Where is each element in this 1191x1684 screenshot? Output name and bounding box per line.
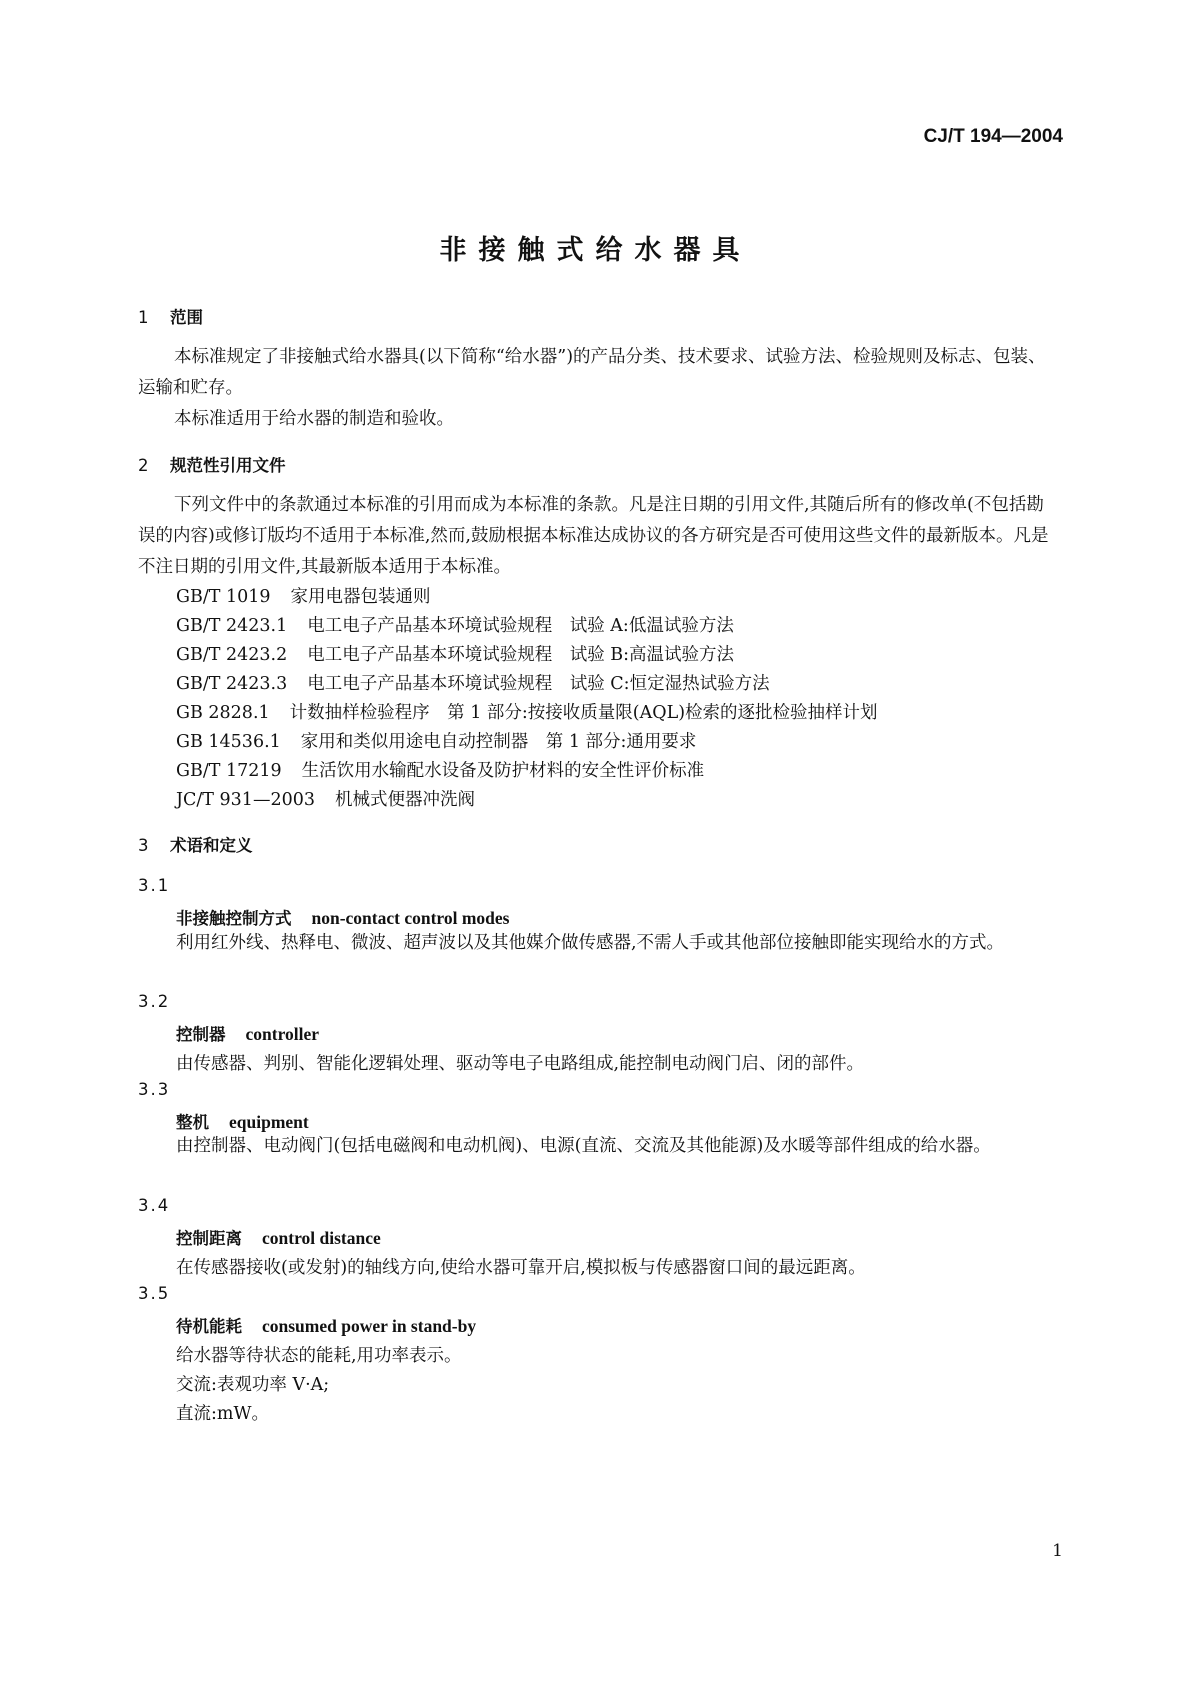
term-chinese: 非接触控制方式 [176, 909, 292, 928]
term-number: 3.3 [138, 1080, 171, 1099]
reference-title: 家用电器包装通则 [290, 587, 431, 607]
term-number: 3.4 [138, 1196, 171, 1215]
section-3-heading [138, 832, 253, 856]
reference-title: 电工电子产品基本环境试验规程 试验 B:高温试验方法 [307, 645, 735, 665]
term-heading [176, 1313, 476, 1337]
normative-reference [176, 699, 878, 724]
reference-title: 生活饮用水输配水设备及防护材料的安全性评价标准 [301, 761, 705, 781]
normative-reference [176, 612, 734, 637]
reference-title: 计数抽样检验程序 第 1 部分:按接收质量限(AQL)检索的逐批检验抽样计划 [289, 703, 878, 723]
term-english: consumed power in stand-by [262, 1316, 477, 1336]
reference-code: GB 14536.1 [176, 732, 281, 752]
section-2-heading [138, 452, 286, 476]
term-heading [176, 905, 510, 929]
normative-reference [176, 670, 770, 695]
term-heading [176, 1021, 319, 1045]
term-heading [176, 1225, 381, 1249]
reference-code: GB/T 2423.2 [176, 645, 288, 665]
reference-title: 电工电子产品基本环境试验规程 试验 A:低温试验方法 [307, 616, 734, 636]
section-number: 3 [138, 836, 149, 855]
term-definition: 给水器等待状态的能耗,用功率表示。 [176, 1346, 462, 1366]
term-definition: 由传感器、判别、智能化逻辑处理、驱动等电子电路组成,能控制电动阀门启、闭的部件。 [176, 1054, 865, 1074]
term-chinese: 待机能耗 [176, 1317, 242, 1336]
section-1-heading [138, 304, 203, 328]
term-english: equipment [229, 1112, 309, 1132]
reference-code: GB/T 17219 [176, 761, 282, 781]
reference-code: GB/T 2423.1 [176, 616, 288, 636]
term-number: 3.5 [138, 1284, 171, 1303]
section-1-paragraph: 本标准适用于给水器的制造和验收。 [174, 409, 454, 429]
standard-code: CJ/T 194—2004 [923, 126, 1063, 147]
term-definition: 在传感器接收(或发射)的轴线方向,使给水器可靠开启,模拟板与传感器窗口间的最远距离。 [176, 1258, 866, 1278]
normative-reference [176, 728, 696, 753]
term-definition: 利用红外线、热释电、微波、超声波以及其他媒介做传感器,不需人手或其他部位接触即能实现给水的方式。 [176, 933, 1005, 953]
page-number: 1 [1052, 1541, 1063, 1561]
section-number: 1 [138, 308, 149, 327]
term-chinese: 整机 [176, 1113, 209, 1132]
term-chinese: 控制器 [176, 1025, 226, 1044]
term-chinese: 控制距离 [176, 1229, 242, 1248]
term-english: non-contact control modes [311, 908, 510, 928]
reference-code: GB/T 2423.3 [176, 674, 288, 694]
term-definition: 由控制器、电动阀门(包括电磁阀和电动机阀)、电源(直流、交流及其他能源)及水暖等部件组成的给水器。 [176, 1136, 991, 1156]
normative-reference [176, 786, 475, 811]
term-number: 3.1 [138, 876, 171, 895]
normative-reference [176, 641, 734, 666]
reference-code: JC/T 931—2003 [176, 790, 315, 810]
term-english: control distance [262, 1228, 381, 1248]
reference-code: GB/T 1019 [176, 587, 271, 607]
term-english: controller [245, 1024, 320, 1044]
reference-code: GB 2828.1 [176, 703, 270, 723]
section-1-paragraph: 本标准规定了非接触式给水器具(以下简称“给水器”)的产品分类、技术要求、试验方法、检验规则及标志、包装、运输和贮存。 [138, 347, 1046, 398]
section-title: 范围 [170, 308, 203, 327]
section-title: 规范性引用文件 [170, 456, 286, 475]
normative-reference [176, 757, 704, 782]
term-heading [176, 1109, 309, 1133]
document-title: 非接触式给水器具 [439, 235, 752, 266]
section-number: 2 [138, 456, 149, 475]
reference-title: 机械式便器冲洗阀 [334, 790, 475, 810]
term-number: 3.2 [138, 992, 171, 1011]
term-definition-line: 交流:表观功率 V·A; [176, 1375, 330, 1395]
normative-reference [176, 583, 431, 608]
reference-title: 家用和类似用途电自动控制器 第 1 部分:通用要求 [300, 732, 697, 752]
reference-title: 电工电子产品基本环境试验规程 试验 C:恒定湿热试验方法 [307, 674, 770, 694]
section-title: 术语和定义 [170, 836, 253, 855]
section-2-paragraph: 下列文件中的条款通过本标准的引用而成为本标准的条款。凡是注日期的引用文件,其随后所有的修改单(不包括勘误的内容)或修订版均不适用于本标准,然而,鼓励根据本标准达成协议的各方研究是否可使用这些文件的最新版本。凡是不注日期的引用文件,其最新版本适用于本标准。 [138, 495, 1049, 577]
term-definition-line: 直流:mW。 [176, 1404, 269, 1424]
